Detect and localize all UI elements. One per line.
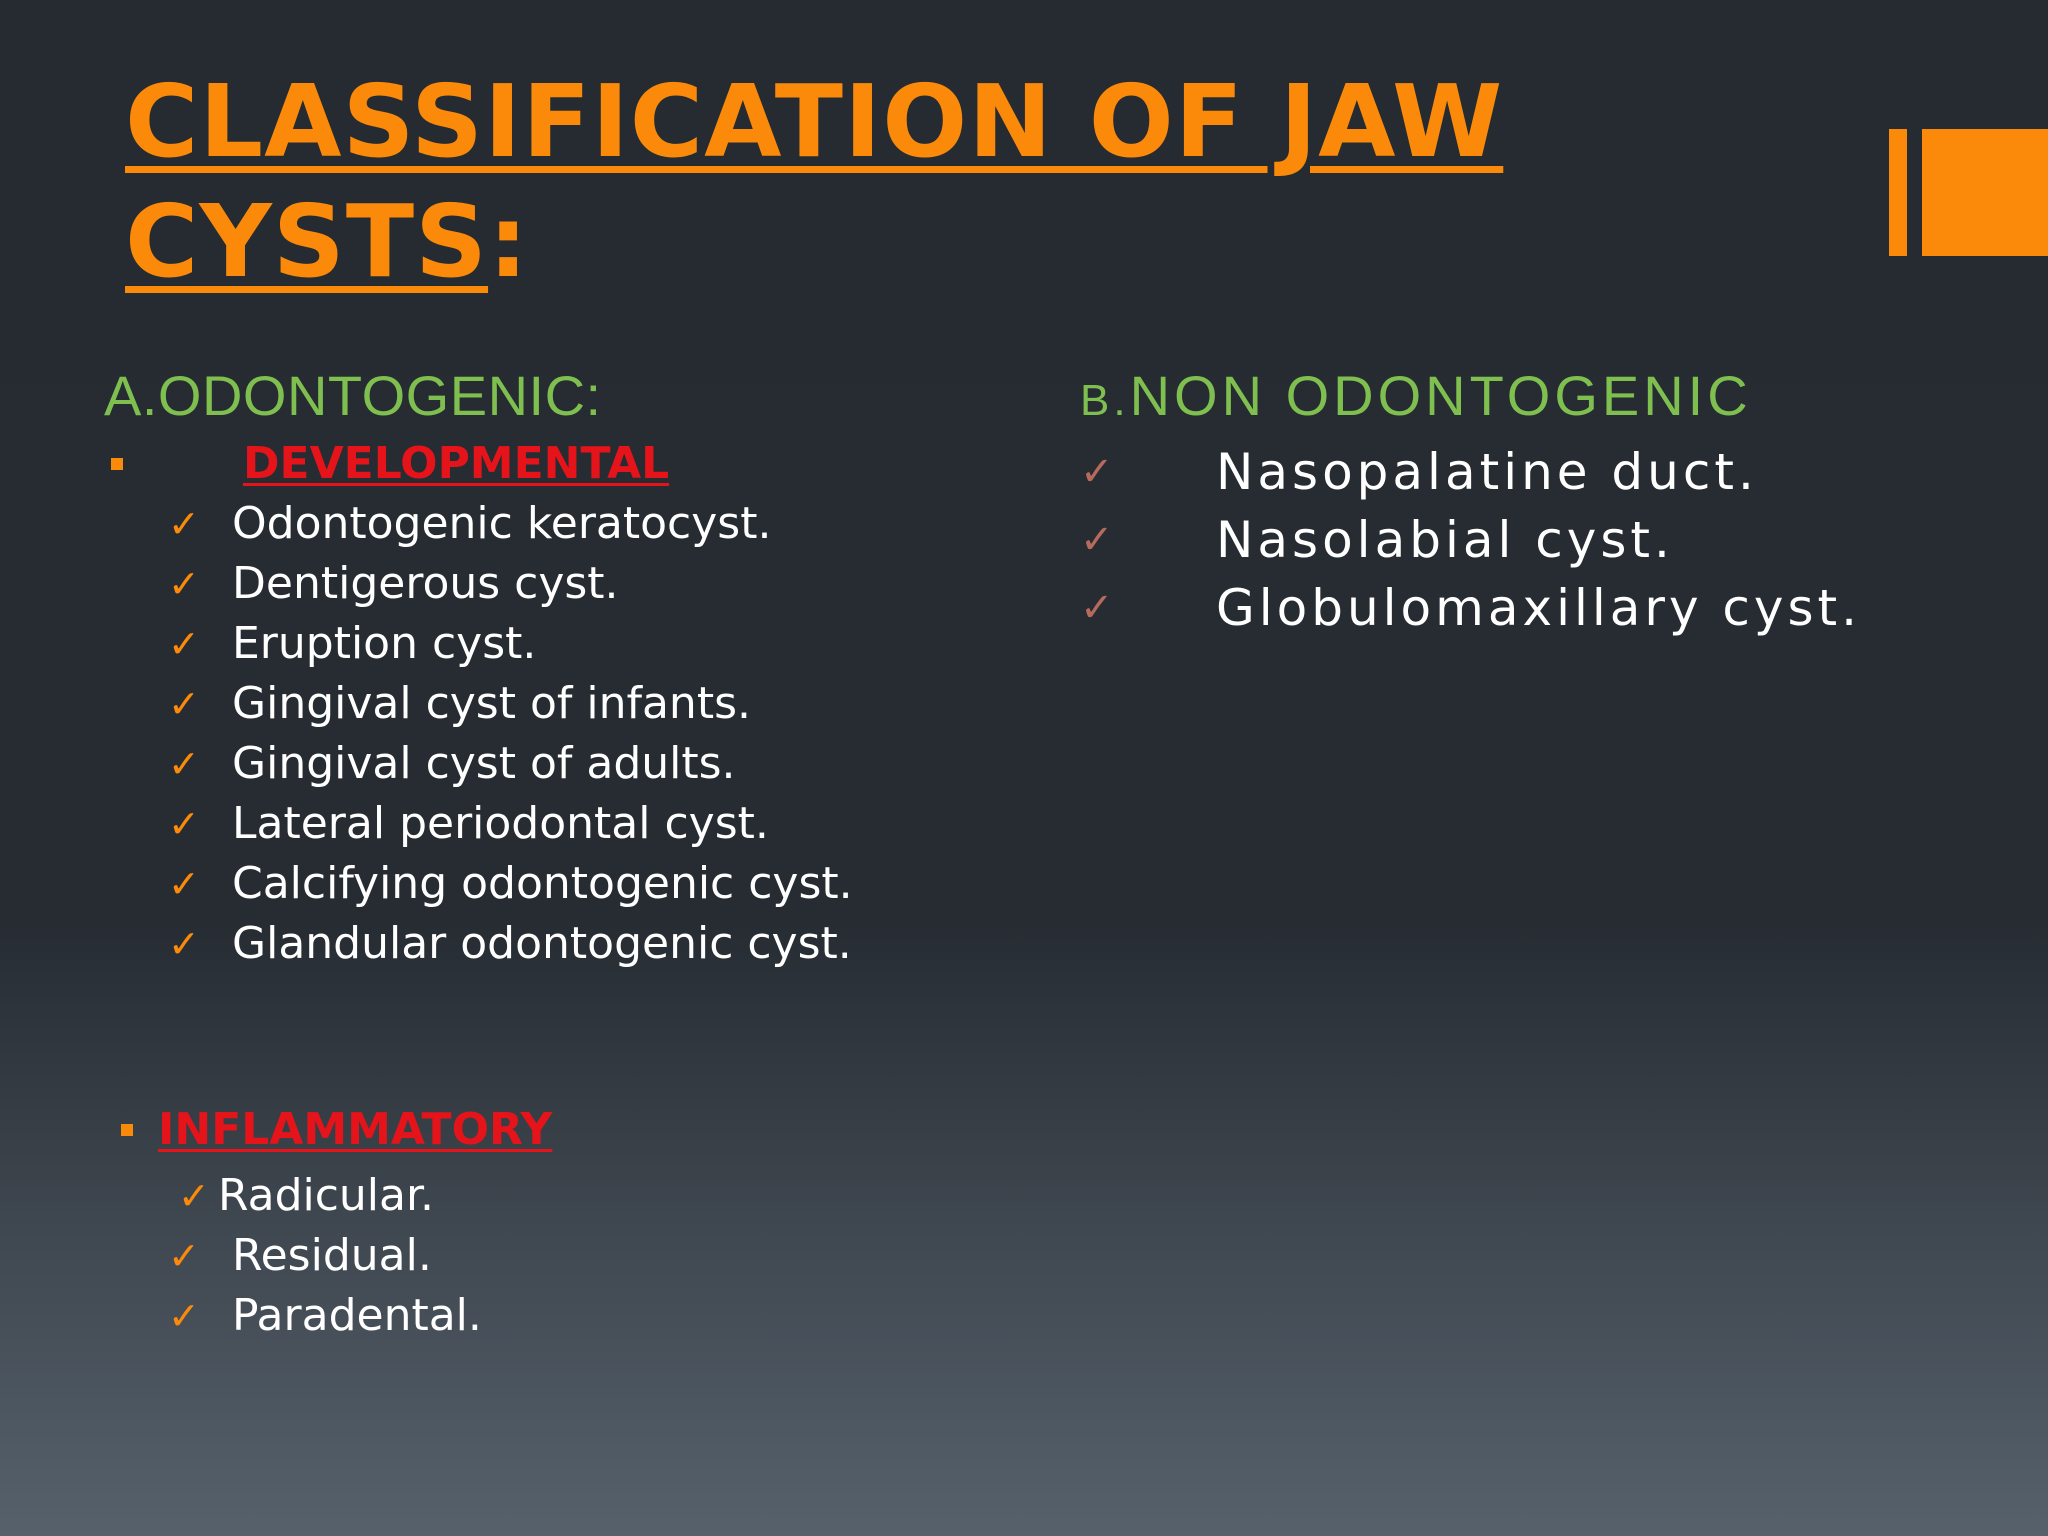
list-item-text: Residual. xyxy=(232,1230,432,1281)
check-icon: ✓ xyxy=(178,1174,210,1218)
check-icon: ✓ xyxy=(1080,449,1114,495)
check-icon: ✓ xyxy=(168,562,200,606)
list-item-text: Eruption cyst. xyxy=(232,618,537,669)
check-icon: ✓ xyxy=(1080,585,1114,631)
title-line-2: CYSTS xyxy=(125,183,489,300)
check-icon: ✓ xyxy=(168,502,200,546)
list-item-text: Gingival cyst of adults. xyxy=(232,738,736,789)
accent-block-decoration xyxy=(1922,129,2048,256)
heading-non-odontogenic xyxy=(1080,364,1752,433)
list-item-text: Paradental. xyxy=(232,1290,482,1341)
title-line-1: CLASSIFICATION OF JAW xyxy=(125,63,1504,180)
section-label-inflammatory: INFLAMMATORY xyxy=(158,1104,553,1155)
square-bullet-icon xyxy=(111,458,123,470)
check-icon: ✓ xyxy=(168,1294,200,1338)
check-icon: ✓ xyxy=(168,1234,200,1278)
list-item-text: Odontogenic keratocyst. xyxy=(232,498,772,549)
list-item-text: Calcifying odontogenic cyst. xyxy=(232,858,853,909)
check-icon: ✓ xyxy=(168,622,200,666)
slide-title xyxy=(125,62,1625,302)
heading-non-odontogenic-main: NON ODONTOGENIC xyxy=(1129,364,1752,427)
heading-odontogenic: A.ODONTOGENIC: xyxy=(104,364,602,427)
check-icon: ✓ xyxy=(168,682,200,726)
heading-non-odontogenic-prefix: B. xyxy=(1080,376,1130,425)
list-item-text: Gingival cyst of infants. xyxy=(232,678,751,729)
check-icon: ✓ xyxy=(168,862,200,906)
list-item-text: Nasolabial cyst. xyxy=(1216,511,1674,569)
list-item-text: Lateral periodontal cyst. xyxy=(232,798,769,849)
list-item-text: Glandular odontogenic cyst. xyxy=(232,918,852,969)
accent-bar-decoration xyxy=(1889,129,1907,256)
title-colon: : xyxy=(488,183,530,300)
check-icon: ✓ xyxy=(1080,517,1114,563)
check-icon: ✓ xyxy=(168,742,200,786)
list-item-text: Dentigerous cyst. xyxy=(232,558,619,609)
list-item-text: Nasopalatine duct. xyxy=(1216,443,1758,501)
check-icon: ✓ xyxy=(168,802,200,846)
check-icon: ✓ xyxy=(168,922,200,966)
section-label-developmental: DEVELOPMENTAL xyxy=(243,438,670,489)
list-item-text: Radicular. xyxy=(218,1170,435,1221)
list-item-text: Globulomaxillary cyst. xyxy=(1216,579,1862,637)
square-bullet-icon xyxy=(121,1124,133,1136)
